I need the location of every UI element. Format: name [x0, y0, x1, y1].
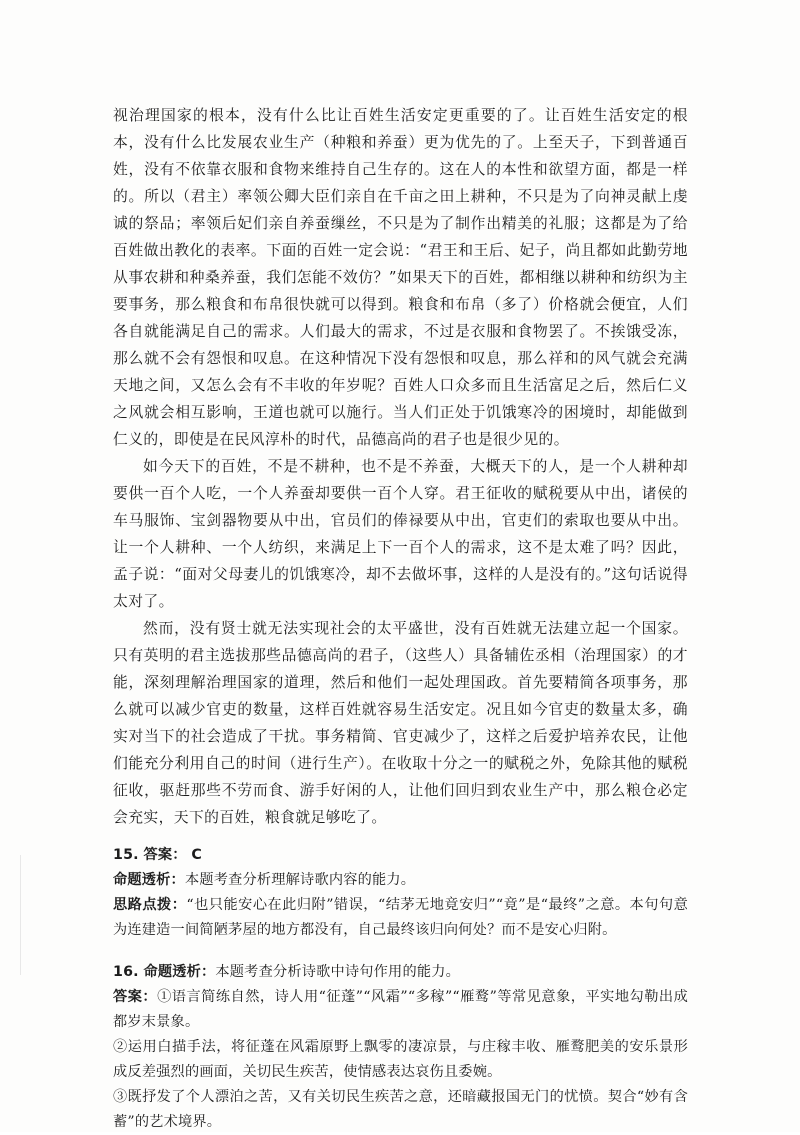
translation-paragraph-1: 视治理国家的根本，没有什么比让百姓生活安定更重要的了。让百姓生活安定的根本，没有什么比发展农业生产（种粮和养蚕）更为优先的了。上至天子，下到普通百姓，没有不依靠衣服和食物来维持自己生存的。这在人的本性和欲望方面，都是一样的。所以（君主）率领公卿大臣们亲自在千亩之田上耕种，不只是为了向神灵献上虔诚的祭品；率领后妃们亲自养蚕缫丝，不只是为了制作出精美的礼服；这都是为了给百姓做出教化的表率。下面的百姓一定会说：“君王和王后、妃子，尚且都如此勤劳地从事农耕和种桑养蚕，我们怎能不效仿？”如果天下的百姓，都相继以耕种和纺织为主要事务，那么粮食和布帛很快就可以得到。粮食和布帛（多了）价格就会便宜，人们各自就能满足自己的需求。人们最大的需求，不过是衣服和食物罢了。不挨饿受冻，那么就不会有怨恨和叹息。在这种情况下没有怨恨和叹息，那么祥和的风气就会充满天地之间，又怎么会有不丰收的年岁呢？百姓人口众多而且生活富足之后，然后仁义之风就会相互影响，王道也就可以施行。当人们正处于饥饿寒冷的困境时，却能做到仁义的，即使是在民风淳朴的时代，品德高尚的君子也是很少见的。	[113, 107, 688, 448]
q15-hint-text: “也只能安心在此归附”错误，“结茅无地竟安归”“竟”是“最终”之意。本句句意为连建造一间简陋茅屋的地方都没有，自己最终该归向何处？而不是安心归附。	[113, 897, 688, 938]
q15-number: 15.	[113, 847, 139, 863]
q15-answer-value: C	[191, 847, 202, 863]
q16-analysis-line	[113, 960, 688, 985]
q16-answer-label: 答案：	[113, 989, 158, 1005]
q16-answer-point-3: ③既抒发了个人漂泊之苦，又有关切民生疾苦之意，还暗藏报国无门的忧愤。契合“妙有含蓄”的艺术境界。	[113, 1089, 688, 1130]
q16-number: 16.	[113, 964, 139, 980]
translation-paragraph-2: 如今天下的百姓，不是不耕种，也不是不养蚕，大概天下的人，是一个人耕种却要供一百个人吃，一个人养蚕却要供一百个人穿。君王征收的赋税要从中出，诸侯的车马服饰、宝剑器物要从中出，官员们的俸禄要从中出，官吏们的索取也要从中出。让一个人耕种、一个人纺织，来满足上下一百个人的需求，这不是太难了吗？因此，孟子说：“面对父母妻儿的饥饿寒冷，却不去做坏事，这样的人是没有的。”这句话说得太对了。	[113, 458, 688, 610]
q15-hint-label: 思路点拨：	[113, 897, 187, 913]
q16-answer-point-1	[113, 985, 688, 1035]
translation-paragraph-3: 然而，没有贤士就无法实现社会的太平盛世，没有百姓就无法建立起一个国家。只有英明的君主选拔那些品德高尚的君子，（这些人）具备辅佐丞相（治理国家）的才能，深刻理解治理国家的道理，然后和他们一起处理国政。首先要精简各项事务，那么就可以减少官吏的数量，这样百姓就容易生活安定。况且如今官吏的数量太多，确实对当下的社会造成了干扰。事务精简、官吏减少了，这样之后爱护培养农民，让他们能充分利用自己的时间（进行生产）。在收取十分之一的赋税之外，免除其他的赋税征收，驱赶那些不劳而食、游手好闲的人，让他们回归到农业生产中，那么粮仓必定会充实，天下的百姓，粮食就足够吃了。	[113, 620, 688, 826]
q15-answer-line	[113, 843, 688, 868]
question-15-block	[113, 843, 688, 943]
q15-hint-paragraph	[113, 893, 688, 943]
q15-analysis-label: 命题透析：	[113, 872, 185, 888]
q16-answer-point-2: ②运用白描手法，将征蓬在风霜原野上飘零的凄凉景，与庄稼丰收、雁鹜肥美的安乐景形成反差强烈的画面，关切民生疾苦，使情感表达哀伤且委婉。	[113, 1039, 688, 1080]
question-16-block	[113, 960, 688, 1135]
q16-analysis-label: 命题透析：	[143, 964, 216, 980]
q16-point-1-text: ①语言简练自然，诗人用“征蓬”“风霜”“多稼”“雁鹜”等常见意象，平实地勾勒出成都岁末景象。	[113, 989, 688, 1030]
scan-margin-mark	[20, 855, 21, 975]
q16-analysis-text: 本题考查分析诗歌中诗句作用的能力。	[215, 964, 460, 980]
q15-analysis-text: 本题考查分析理解诗歌内容的能力。	[184, 872, 416, 888]
q15-answer-label: 答案：	[143, 847, 187, 863]
q15-analysis-line	[113, 868, 688, 893]
document-content	[113, 102, 688, 1135]
